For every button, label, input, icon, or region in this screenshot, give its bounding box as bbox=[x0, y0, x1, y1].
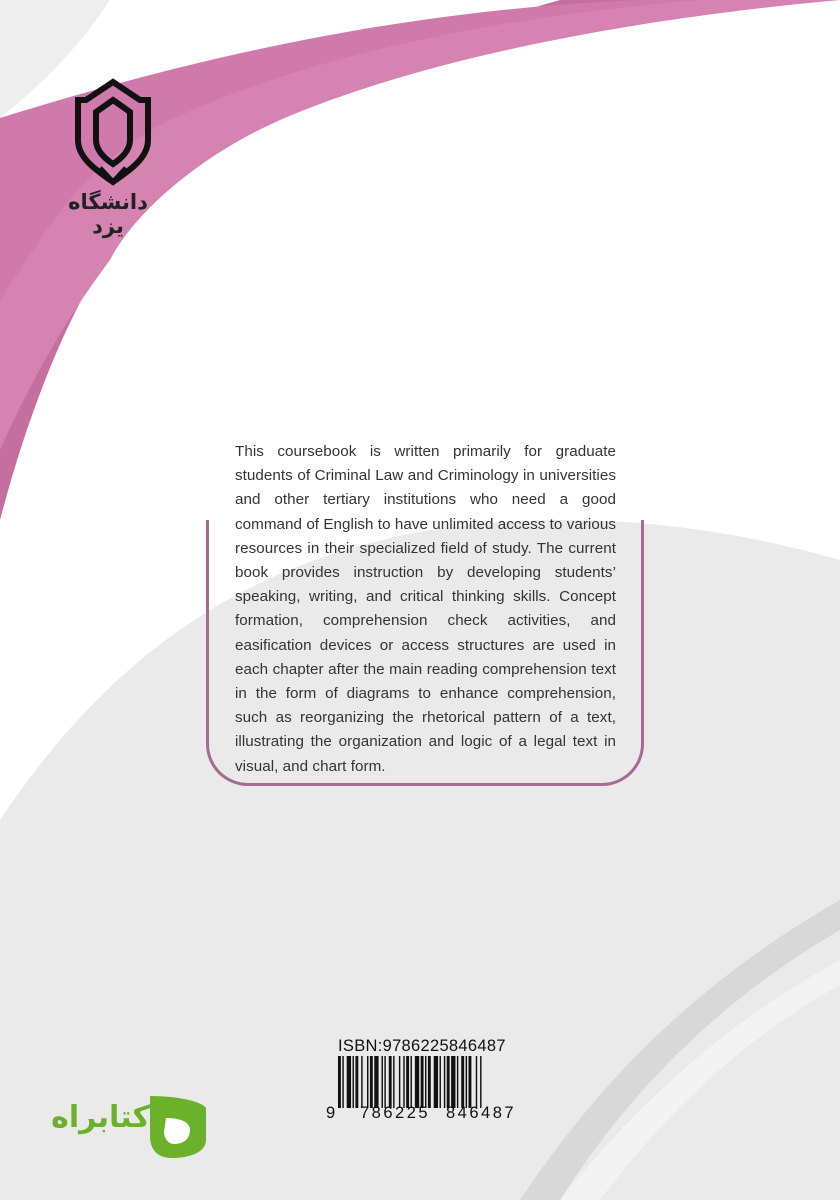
barcode-bar bbox=[382, 1056, 383, 1108]
university-name: دانشگاه یزد bbox=[68, 190, 148, 238]
barcode-bar bbox=[406, 1056, 409, 1108]
isbn-first-digit: 9 bbox=[326, 1104, 336, 1122]
barcode-bar bbox=[425, 1056, 426, 1108]
barcode-bar bbox=[415, 1056, 419, 1108]
isbn-digits bbox=[326, 1104, 526, 1123]
barcode-bar bbox=[353, 1056, 354, 1108]
barcode-bar bbox=[374, 1056, 378, 1108]
barcode-bar bbox=[347, 1056, 351, 1108]
barcode-bar bbox=[476, 1056, 477, 1108]
barcode-bar bbox=[389, 1056, 392, 1108]
barcode-bar bbox=[399, 1056, 400, 1108]
barcode-bar bbox=[355, 1056, 358, 1108]
barcode-bars bbox=[338, 1056, 523, 1108]
isbn-digit-group-1: 786225 bbox=[360, 1104, 431, 1122]
barcode-bar bbox=[342, 1056, 343, 1108]
barcode-bar bbox=[370, 1056, 373, 1108]
isbn-digit-group-2: 846487 bbox=[446, 1104, 517, 1122]
barcode-bar bbox=[444, 1056, 445, 1108]
barcode-bar bbox=[461, 1056, 464, 1108]
barcode-bar bbox=[361, 1056, 362, 1108]
barcode-bar bbox=[421, 1056, 424, 1108]
barcode-bar bbox=[440, 1056, 441, 1108]
barcode-bar bbox=[367, 1056, 368, 1108]
barcode-bar bbox=[451, 1056, 455, 1108]
barcode-bar bbox=[466, 1056, 467, 1108]
barcode-bar bbox=[338, 1056, 341, 1108]
barcode-bar bbox=[447, 1056, 450, 1108]
publisher-name: کتابراه bbox=[51, 1100, 150, 1135]
barcode-bar bbox=[434, 1056, 438, 1108]
barcode-bar bbox=[469, 1056, 472, 1108]
barcode-bar bbox=[393, 1056, 394, 1108]
barcode-bar bbox=[411, 1056, 412, 1108]
barcode-bar bbox=[384, 1056, 385, 1108]
barcode-bar bbox=[428, 1056, 431, 1108]
back-cover-blurb: This coursebook is written primarily for graduate students of Criminal Law and Criminology in universities and other tertiary institutions who need a good command of English to have unlimited access to various resources in their specialized field of study. The current book provides instruction by developing students’ speaking, writing, and critical thinking skills. Concept formation, comprehension check activities, and easification devices or access structures are used in each chapter after the main reading comprehension text in the form of diagrams to enhance comprehension, such as reorganizing the rhetorical pattern of a text, illustrating the organization and logic of a legal text in visual, and chart form. bbox=[235, 443, 616, 775]
barcode-bar bbox=[480, 1056, 481, 1108]
barcode-bar bbox=[457, 1056, 458, 1108]
isbn-label: ISBN:9786225846487 bbox=[338, 1037, 506, 1055]
barcode-bar bbox=[403, 1056, 404, 1108]
